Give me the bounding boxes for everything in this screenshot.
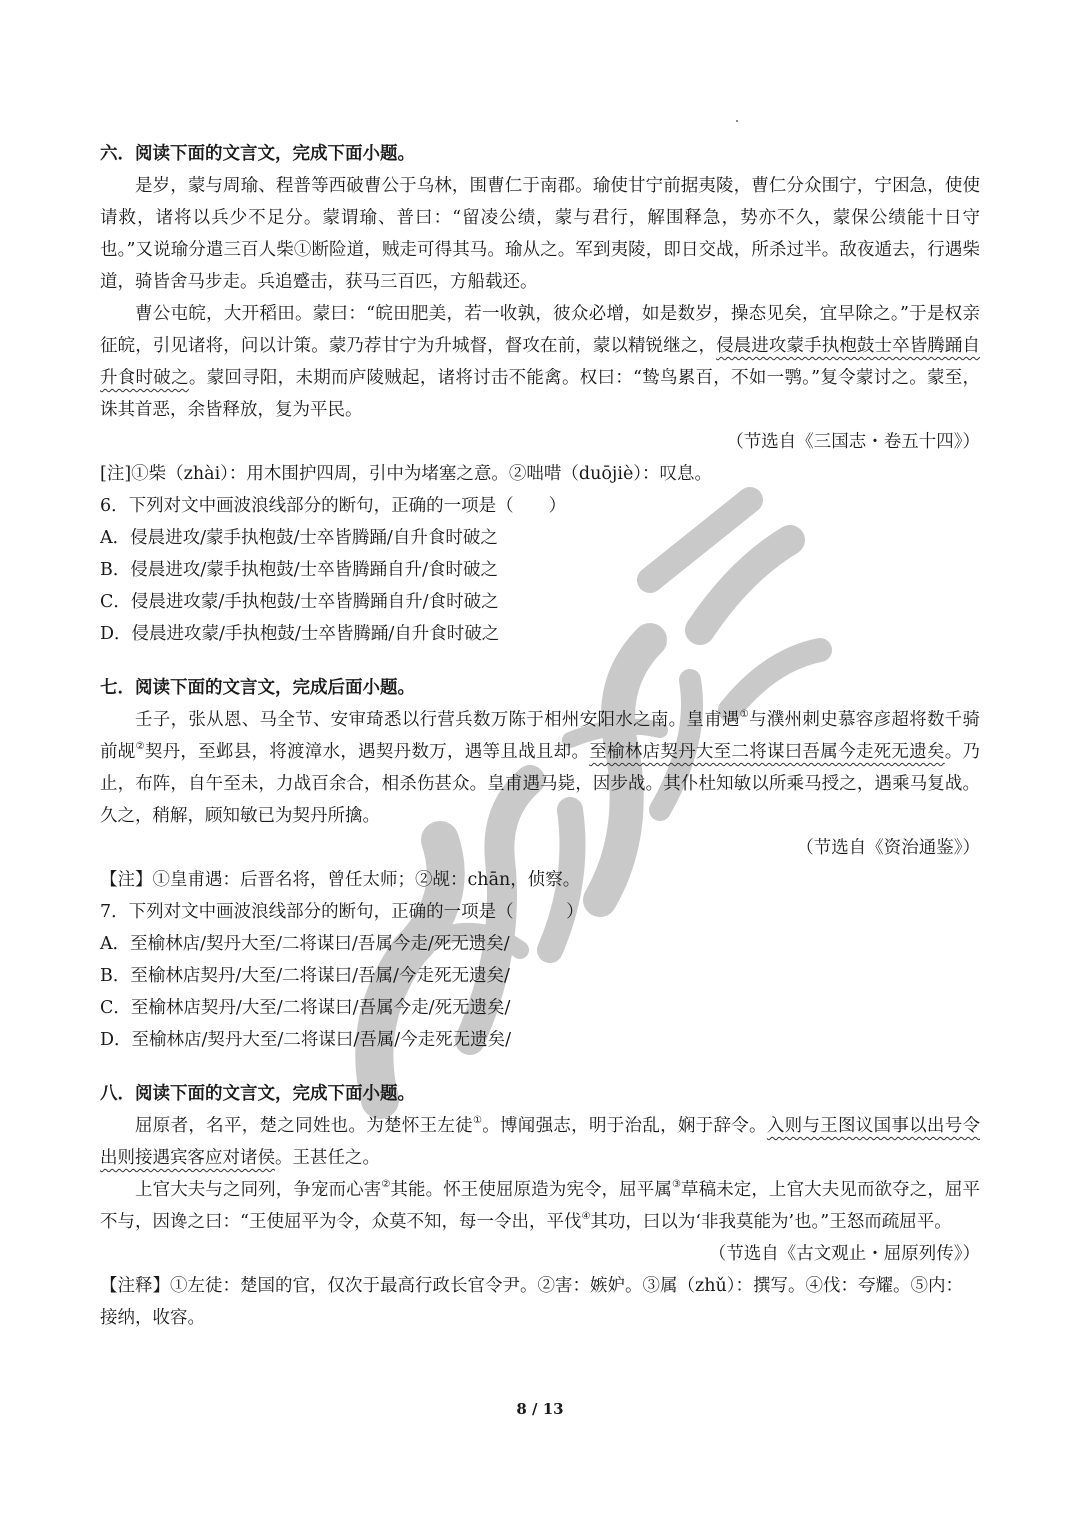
- exam-page: [100, 138, 980, 1334]
- wavy-underlined-text: 侵晨进攻蒙手执枹鼓士卒皆腾踊自升食时破之: [100, 336, 981, 388]
- text-segment: 。蒙回寻阳，未期而庐陵贼起，诸将讨击不能禽。权曰：“鸷鸟累百，不如一鹗。”复令蒙讨之。蒙至，诛其首恶，余皆释放，复为平民。: [100, 368, 981, 420]
- footnote-marker: ③: [671, 1179, 681, 1190]
- text-segment: 其能。怀王使屈原造为宪令，屈平属: [390, 1180, 672, 1200]
- text-segment: 草稿未定，上官大夫见而欲夺之，屈平不与，因谗之曰：“王使屈平为令，众莫不知，每一令出，平伐: [100, 1180, 981, 1232]
- section-6-source: （节选自《三国志・卷五十四》）: [726, 432, 980, 452]
- question-6: 6．下列对文中画波浪线部分的断句，正确的一项是（ ）: [100, 496, 567, 516]
- question-7-option-c: C．至榆林店契丹/大至/二将谋曰/吾属今走/死无遗矣/: [100, 998, 511, 1018]
- footnote-marker: ④: [581, 1211, 591, 1222]
- section-8-title: 八．阅读下面的文言文，完成下面小题。: [100, 1084, 415, 1104]
- section-7-title: 七．阅读下面的文言文，完成后面小题。: [100, 678, 415, 698]
- footnote-marker: ②: [381, 1179, 391, 1190]
- section-8-note: 【注释】①左徒：楚国的官，仅次于最高行政长官令尹。②害：嫉妒。③属（zhǔ）：撰写。④伐：夸耀。⑤内：接纳，收容。: [100, 1276, 964, 1328]
- text-segment: 。乃止，布阵，自午至未，力战百余合，相杀伤甚众。皇甫遇马毙，因步战。其仆杜知敏以所乘马授之，遇乘马复战。久之，稍解，顾知敏已为契丹所擒。: [100, 742, 981, 826]
- section-6-title: 六．阅读下面的文言文，完成下面小题。: [100, 144, 415, 164]
- section-6-paragraph-1: 是岁，蒙与周瑜、程普等西破曹公于乌林，围曹仁于南郡。瑜使甘宁前据夷陵，曹仁分众围宁，宁困急，使使请救，诸将以兵少不足分。蒙谓瑜、普曰：“留凌公绩，蒙与君行，解围释急，势亦不久，蒙保公绩能十日守也。”又说瑜分遣三百人柴①断险道，贼走可得其马。瑜从之。军到夷陵，即日交战，所杀过半。敌夜遁去，行遇柴道，骑皆舍马步走。兵追蹙击，获马三百匹，方船载还。: [100, 176, 980, 292]
- wavy-underlined-text: 至榆林店契丹大至二将谋曰吾属今走死无遗矣: [589, 742, 945, 762]
- text-segment: 曹公屯皖，大开稻田。蒙曰：“皖田肥美，若一收孰，彼众必增，如是数岁，操态见矣，宜早除之。”于是权亲征皖，引见诸将，问以计策。蒙乃荐甘宁为升城督，督攻在前，蒙以精锐继之，: [100, 304, 980, 356]
- text-segment: 上官大夫与之同列，争宠而心害: [135, 1180, 382, 1200]
- section-8-paragraph-1: [100, 1110, 980, 1174]
- question-6-option-b: B．侵晨进攻/蒙手执枹鼓/士卒皆腾踊自升/食时破之: [100, 560, 499, 580]
- text-segment: 其功，曰以为‘非我莫能为’也。”王怒而疏屈平。: [590, 1212, 952, 1232]
- text-segment: 与濮州刺史慕容彦超将数千骑前觇: [100, 710, 981, 762]
- text-segment: 。王甚任之。: [275, 1148, 380, 1168]
- text-segment: 。博闻强志，明于治乱，娴于辞令。: [482, 1116, 767, 1136]
- question-6-option-a: A．侵晨进攻/蒙手执枹鼓/士卒皆腾踊/自升食时破之: [100, 528, 498, 548]
- question-7-option-b: B．至榆林店契丹/大至/二将谋曰/吾属/今走死无遗矣/: [100, 966, 510, 986]
- section-6-paragraph-2: [100, 298, 980, 426]
- scan-dot: [736, 120, 738, 122]
- footnote-marker: ①: [739, 709, 750, 720]
- text-segment: 屈原者，名平，楚之同姓也。为楚怀王左徒: [135, 1116, 473, 1136]
- section-7-note: 【注】①皇甫遇：后晋名将，曾任太师；②觇：chān，侦察。: [100, 870, 581, 890]
- section-6-note: [注]①柴（zhài）：用木围护四周，引中为堵塞之意。②咄唶（duōjiè）：叹息。: [100, 464, 713, 484]
- footnote-marker: ①: [472, 1115, 483, 1126]
- page-number: 8 / 13: [516, 1400, 564, 1418]
- question-7-option-d: D．至榆林店/契丹大至/二将谋曰/吾属/今走死无遗矣/: [100, 1030, 512, 1050]
- question-7: 7．下列对文中画波浪线部分的断句，正确的一项是（ ）: [100, 902, 584, 922]
- wavy-underlined-text: 入则与王图议国事以出号令出则接遇宾客应对诸侯: [100, 1116, 981, 1168]
- section-7-paragraph-1: [100, 704, 980, 832]
- section-8-source: （节选自《古文观止・屈原列传》）: [708, 1244, 980, 1264]
- text-segment: 壬子，张从恩、马全节、安审琦悉以行营兵数万陈于相州安阳水之南。皇甫遇: [135, 710, 740, 730]
- section-8-paragraph-2: [100, 1174, 980, 1238]
- question-6-option-d: D．侵晨进攻蒙/手执枹鼓/士卒皆腾踊/自升食时破之: [100, 624, 500, 644]
- question-7-option-a: A．至榆林店/契丹大至/二将谋曰/吾属今走/死无遗矣/: [100, 934, 510, 954]
- text-segment: 契丹，至邺县，将渡漳水，遇契丹数万，遇等且战且却。: [144, 742, 590, 762]
- question-6-option-c: C．侵晨进攻蒙/手执枹鼓/士卒皆腾踊自升/食时破之: [100, 592, 499, 612]
- section-7-source: （节选自《资治通鉴》）: [796, 838, 980, 858]
- footnote-marker: ②: [135, 741, 145, 752]
